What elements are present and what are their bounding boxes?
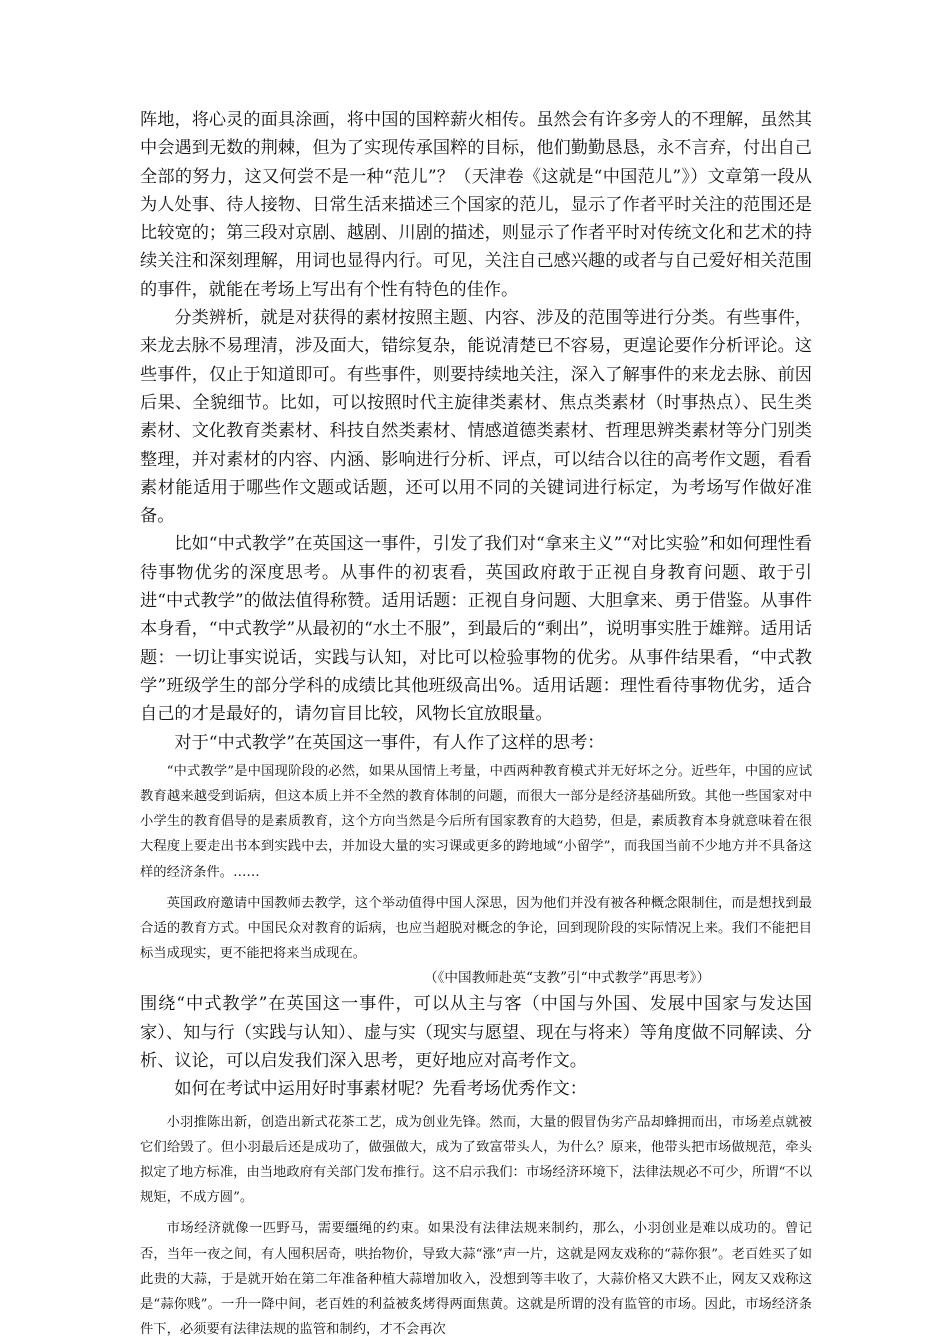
document-body <box>140 106 812 1342</box>
paragraph-classification: 分类辨析，就是对获得的素材按照主题、内容、涉及的范围等进行分类。有些事件，来龙去脉不易理清，涉及面大，错综复杂，能说清楚已不容易，更遑论要作分析评论。这些事件，仅止于知道即可。有些事件，则要持续地关注，深入了解事件的来龙去脉、前因后果、全貌细节。比如，可以按照时代主旋律类素材、焦点类素材（时事热点）、民生类素材、文化教育类素材、科技自然类素材、情感道德类素材、哲理思辨类素材等分门别类整理，并对素材的内容、内涵、影响进行分析、评点，可以结合以往的高考作文题，看看素材能适用于哪些作文题或话题，还可以用不同的关键词进行标定，为考场写作做好准备。 <box>140 308 812 527</box>
paragraph-example-chinese-teaching: 比如“中式教学”在英国这一事件，引发了我们对“拿来主义”“对比实验”和如何理性看待事物优劣的深度思考。从事件的初衷看，英国政府敢于正视自身教育问题、敢于引进“中式教学”的做法值得称赞。适用话题：正视自身问题、大胆拿来、勇于借鉴。从事件本身看，“中式教学”从最初的“水土不服”，到最后的“剩出”，说明事实胜于雄辩。适用话题：一切让事实说话，实践与认知，对比可以检验事物的优劣。从事件结果看，“中式教学”班级学生的部分学科的成绩比其他班级高出%。适用话题：理性看待事物优劣，适合自己的才是最好的，请勿盲目比较，风物长宜放眼量。 <box>140 534 812 725</box>
paragraph-reflection-intro: 对于“中式教学”在英国这一事件，有人作了这样的思考： <box>174 732 605 753</box>
quote-paragraph-2: 英国政府邀请中国教师去教学，这个举动值得中国人深思，因为他们并没有被各种概念限制住，而是想找到最合适的教育方式。中国民众对教育的诟病，也应当超脱对概念的争论，回到现阶段的实际情况上来。我们不能把目标当成现实，更不能把将来当成现在。 <box>140 895 812 962</box>
quote-source: （《中国教师赴英“支教”引“中式教学”再思考》） <box>424 970 711 987</box>
essay-paragraph-1: 小羽推陈出新，创造出新式花茶工艺，成为创业先锋。然而，大量的假冒伪劣产品却蜂拥而出，市场差点就被它们给毁了。但小羽最后还是成功了，做强做大，成为了致富带头人，为什么？原来，他带头把市场做规范，牵头拟定了地方标准，由当地政府有关部门发布推行。这不启示我们：市场经济环境下，法律法规必不可少，所谓“不以规矩，不成方圆”。 <box>140 1114 812 1206</box>
paragraph-exam-usage: 如何在考试中运用好时事素材呢？先看考场优秀作文： <box>174 1079 587 1100</box>
quote-paragraph-1: “中式教学”是中国现阶段的必然，如果从国情上考量，中西两种教育模式并无好坏之分。近些年，中国的应试教育越来越受到诟病，但这本质上并不全然的教育体制的问题，而很大一部分是经济基础所致。其他一些国家对中小学生的教育倡导的是素质教育，这个方向当然是今后所有国家教育的大趋势，但是，素质教育本身就意味着在很大程度上要走出书本到实践中去，并加设大量的实习课或更多的跨地域“小留学”，而我国当前不少地方并不具备这样的经济条件。…… <box>140 763 812 880</box>
paragraph-analysis-angles: 围绕“中式教学”在英国这一事件，可以从主与客（中国与外国、发展中国家与发达国家）、知与行（实践与认知）、虚与实（现实与愿望、现在与将来）等角度做不同解读、分析、议论，可以启发我们深入思考，更好地应对高考作文。 <box>140 994 812 1072</box>
essay-paragraph-2: 市场经济就像一匹野马，需要缰绳的约束。如果没有法律法规来制约，那么，小羽创业是难以成功的。曾记否，当年一夜之间，有人囤积居奇，哄抬物价，导致大蒜“涨”声一片，这就是网友戏称的“蒜你狠”。老百姓买了如此贵的大蒜，于是就开始在第二年准备种植大蒜增加收入，没想到等丰收了，大蒜价格又大跌不止，网友又戏称这是“蒜你贱”。一升一降中间，老百姓的利益被炙烤得两面焦黄。这就是所谓的没有监管的市场。因此，市场经济条件下，必须要有法律法规的监管和制约，才不会再次 <box>140 1221 812 1338</box>
paragraph-intro-continued: 阵地，将心灵的面具涂画，将中国的国粹薪火相传。虽然会有许多旁人的不理解，虽然其中会遇到无数的荆棘，但为了实现传承国粹的目标，他们勤勤恳恳，永不言弃，付出自己全部的努力，这又何尝不是一种“范儿”？（天津卷《这就是“中国范儿”》）文章第一段从为人处事、待人接物、日常生活来描述三个国家的范儿，显示了作者平时关注的范围还是比较宽的；第三段对京剧、越剧、川剧的描述，则显示了作者平时对传统文化和艺术的持续关注和深刻理解，用词也显得内行。可见，关注自己感兴趣的或者与自己爱好相关范围的事件，就能在考场上写出有个性有特色的佳作。 <box>140 110 812 300</box>
